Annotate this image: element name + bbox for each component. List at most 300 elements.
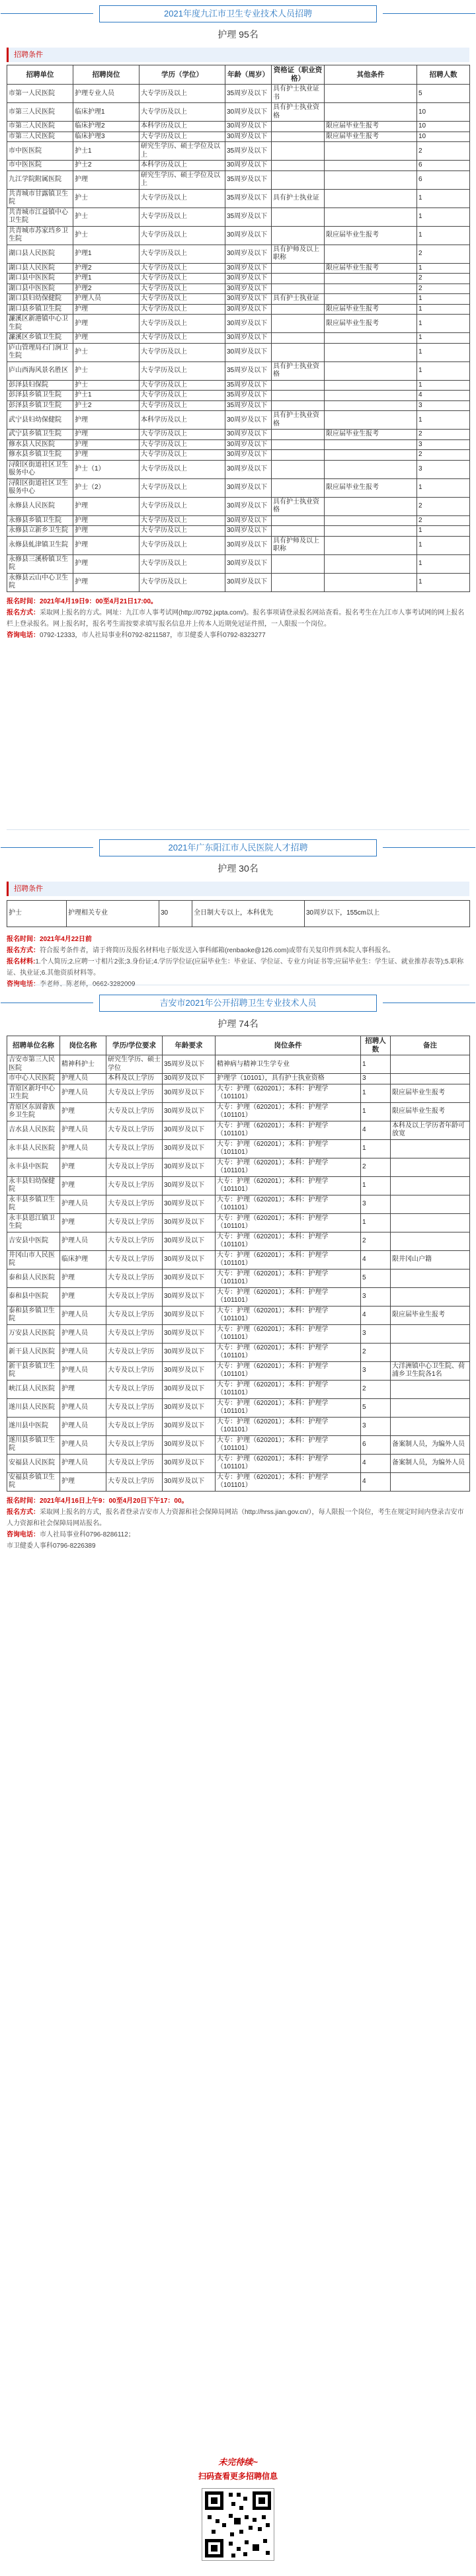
cell: 湖口县人民医院 xyxy=(7,245,73,263)
cell: 永丰县人民医院 xyxy=(7,1139,60,1158)
cell: 35周岁及以下 xyxy=(225,170,272,189)
cell: 大专学历及以上 xyxy=(139,391,225,401)
cell: 浔阳区街道社区卫生服务中心 xyxy=(7,478,73,497)
cell: 大专及以上学历 xyxy=(106,1361,163,1380)
cell: 1 xyxy=(417,315,470,333)
cell: 吉安县中医院 xyxy=(7,1232,60,1250)
cell xyxy=(391,1074,470,1084)
cell: 护理 xyxy=(73,536,139,554)
cell: 大专：护理（620201）；本科：护理学（101101） xyxy=(216,1139,361,1158)
cell xyxy=(391,1324,470,1343)
cell xyxy=(325,170,417,189)
cell xyxy=(325,554,417,573)
table-header xyxy=(7,1036,470,1055)
cell xyxy=(272,515,325,526)
table-row xyxy=(7,1084,470,1102)
column-header: 招聘岗位 xyxy=(73,65,139,85)
cell: 庐山西海风景名胜区 xyxy=(7,361,73,380)
table-header xyxy=(7,65,470,85)
cell: 大专及以上学历 xyxy=(106,1084,163,1102)
section-banner: 2021年度九江市卫生专业技术人员招聘 xyxy=(99,5,377,22)
cell: 护理人员 xyxy=(60,1398,106,1417)
table-row xyxy=(7,450,470,461)
cell: 大专及以上学历 xyxy=(106,1454,163,1472)
cell: 护理1 xyxy=(73,245,139,263)
cell xyxy=(272,304,325,315)
cell: 护理相关专业 xyxy=(67,901,159,927)
cell xyxy=(325,361,417,380)
cell: 濂溪区新港镇中心卫生院 xyxy=(7,315,73,333)
cell: 青原区新圩中心卫生院 xyxy=(7,1084,60,1102)
cell: 永修县乡镇卫生院 xyxy=(7,515,73,526)
cell xyxy=(272,380,325,391)
cell: 30周岁及以下 xyxy=(225,161,272,171)
cell xyxy=(325,515,417,526)
cell: 市中医医院 xyxy=(7,161,73,171)
cell: 30周岁及以下 xyxy=(225,304,272,315)
cell xyxy=(325,208,417,226)
cell: 大专及以上学历 xyxy=(106,1398,163,1417)
cell: 具有护士执业证 xyxy=(272,294,325,305)
table-row xyxy=(7,1287,470,1306)
cell xyxy=(391,1195,470,1213)
note-key: 报名时间： xyxy=(7,597,40,605)
cell xyxy=(325,85,417,103)
cell: 共青城市甘露镇卫生院 xyxy=(7,189,73,208)
cell: 大专：护理（620201）；本科：护理学（101101） xyxy=(216,1158,361,1176)
cell: 大专：护理（620201）；本科：护理学（101101） xyxy=(216,1435,361,1454)
cell xyxy=(391,1158,470,1176)
cell: 1 xyxy=(417,333,470,344)
cell: 护理 xyxy=(73,430,139,440)
cell xyxy=(272,343,325,361)
cell: 4 xyxy=(361,1250,391,1269)
table-row xyxy=(7,478,470,497)
cell: 彭泽县妇保院 xyxy=(7,380,73,391)
section-count: 护理 95名 xyxy=(218,29,258,40)
cell: 大专学历及以上 xyxy=(139,400,225,411)
cell xyxy=(391,1343,470,1361)
cell xyxy=(391,1398,470,1417)
section-count: 护理 74名 xyxy=(218,1018,258,1029)
note-contact: 0792-12333，市人社局事业科0792-8211587，市卫健委人事科0792-8323277 xyxy=(40,631,266,639)
cell xyxy=(325,400,417,411)
cell: 35周岁及以下 xyxy=(225,85,272,103)
note-key: 咨询电话： xyxy=(7,631,40,639)
cell: 护理 xyxy=(73,573,139,591)
table-row xyxy=(7,526,470,537)
cell xyxy=(325,274,417,284)
cell: 永修县人民医院 xyxy=(7,497,73,515)
cell: 永修县云山中心卫生院 xyxy=(7,573,73,591)
cell: 修水县乡镇卫生院 xyxy=(7,450,73,461)
cell xyxy=(325,497,417,515)
cell xyxy=(325,161,417,171)
table-row xyxy=(7,1361,470,1380)
cell: 1 xyxy=(417,411,470,430)
table-row xyxy=(7,1195,470,1213)
cell: 4 xyxy=(361,1306,391,1324)
cell: 研究生学历、硕士学位及以上 xyxy=(139,170,225,189)
cell xyxy=(325,411,417,430)
cell xyxy=(325,142,417,161)
cell: 30周岁及以下 xyxy=(163,1232,216,1250)
cell: 30周岁及以下 xyxy=(225,439,272,450)
cell: 限应届毕业生报考 xyxy=(391,1084,470,1102)
cell: 大专及以上学历 xyxy=(106,1213,163,1232)
cell: 30周岁及以下 xyxy=(225,573,272,591)
cell: 大专：护理（620201）；本科：护理学（101101） xyxy=(216,1472,361,1491)
cell: 30周岁及以下 xyxy=(163,1139,216,1158)
cell: 安福县人民医院 xyxy=(7,1454,60,1472)
cell xyxy=(272,526,325,537)
cell: 1 xyxy=(417,380,470,391)
cell: 2 xyxy=(361,1343,391,1361)
section-yangjiang xyxy=(0,839,476,990)
cell: 遂川县人民医院 xyxy=(7,1398,60,1417)
note-key: 报名时间： xyxy=(7,1497,40,1505)
note-key: 报名方式： xyxy=(7,1508,40,1516)
cell: 护理人员 xyxy=(60,1435,106,1454)
cell: 精神病与精神卫生学专业 xyxy=(216,1055,361,1074)
cell: 大专学历及以上 xyxy=(139,132,225,142)
cell: 2 xyxy=(417,450,470,461)
cell: 护士 xyxy=(73,380,139,391)
cell: 本科学历及以上 xyxy=(139,411,225,430)
cell: 30周岁及以下 xyxy=(163,1472,216,1491)
cell: 3 xyxy=(361,1195,391,1213)
cell: 护士1 xyxy=(73,391,139,401)
cell: 护理人员 xyxy=(60,1121,106,1139)
cell: 大专：护理（620201）；本科：护理学（101101） xyxy=(216,1343,361,1361)
cell: 1 xyxy=(417,536,470,554)
table-row xyxy=(7,573,470,591)
cell: 1 xyxy=(417,573,470,591)
column-header: 招聘人数 xyxy=(417,65,470,85)
table-row xyxy=(7,515,470,526)
table-row xyxy=(7,189,470,208)
cell xyxy=(272,439,325,450)
cell: 1 xyxy=(417,478,470,497)
table-row xyxy=(7,1121,470,1139)
cell: 护理 xyxy=(60,1287,106,1306)
cell xyxy=(272,170,325,189)
cell: 30周岁及以下 xyxy=(225,343,272,361)
cell: 1 xyxy=(417,226,470,245)
table-row xyxy=(7,1139,470,1158)
cell: 庐山管理局石门涧卫生院 xyxy=(7,343,73,361)
cell: 大专及以上学历 xyxy=(106,1195,163,1213)
cell xyxy=(391,1139,470,1158)
table-row xyxy=(7,1435,470,1454)
cell: 35周岁及以下 xyxy=(225,189,272,208)
cell: 30 xyxy=(159,901,192,927)
cell xyxy=(272,400,325,411)
column-header: 学历/学位要求 xyxy=(106,1036,163,1055)
cell: 大专：护理（620201）；本科：护理学（101101） xyxy=(216,1102,361,1121)
cell xyxy=(272,450,325,461)
cell: 具有护士执业证 xyxy=(272,189,325,208)
table-row xyxy=(7,411,470,430)
cell: 3 xyxy=(361,1417,391,1435)
cell: 大专学历及以上 xyxy=(139,226,225,245)
cell: 35周岁及以下 xyxy=(225,208,272,226)
cell: 护士 xyxy=(73,208,139,226)
cell: 大专：护理（620201）；本科：护理学（101101） xyxy=(216,1306,361,1324)
table-row xyxy=(7,132,470,142)
cell: 2 xyxy=(361,1158,391,1176)
qr-code-icon[interactable] xyxy=(202,2488,274,2561)
cell: 30周岁及以下 xyxy=(163,1074,216,1084)
cell: 大专学历及以上 xyxy=(139,315,225,333)
cell xyxy=(272,274,325,284)
cell: 35周岁及以下 xyxy=(225,391,272,401)
cell: 护理人员 xyxy=(60,1232,106,1250)
cell: 临床护理1 xyxy=(73,103,139,122)
cell: 30周岁及以下 xyxy=(225,226,272,245)
cell: 大专学历及以上 xyxy=(139,439,225,450)
cell: 30周岁及以下 xyxy=(225,526,272,537)
cell: 30周岁及以下 xyxy=(225,294,272,305)
note-key: 报名方式： xyxy=(7,609,40,617)
cell: 大专学历及以上 xyxy=(139,526,225,537)
cell: 30周岁及以下 xyxy=(225,103,272,122)
cell: 限应届毕业生报考 xyxy=(325,478,417,497)
cell: 市第三人民医院 xyxy=(7,122,73,132)
cell: 2 xyxy=(417,245,470,263)
cell: 彭泽县乡镇卫生院 xyxy=(7,391,73,401)
cell: 大专学历及以上 xyxy=(139,208,225,226)
cell: 大专：护理（620201）；本科：护理学（101101） xyxy=(216,1269,361,1287)
cell: 遂川县中医院 xyxy=(7,1417,60,1435)
cell: 35周岁及以下 xyxy=(225,142,272,161)
cell: 大专：护理（620201）；本科：护理学（101101） xyxy=(216,1361,361,1380)
table-row xyxy=(7,901,470,927)
cell: 研究生学历、硕士学位 xyxy=(106,1055,163,1074)
cell: 具有护士执业资格 xyxy=(272,361,325,380)
cell: 30周岁及以下 xyxy=(225,554,272,573)
cell: 护理人员 xyxy=(60,1454,106,1472)
table-row xyxy=(7,343,470,361)
cell: 护士2 xyxy=(73,400,139,411)
cell: 大专及以上学历 xyxy=(106,1139,163,1158)
cell: 1 xyxy=(361,1213,391,1232)
cell: 1 xyxy=(361,1055,391,1074)
section-label: 招聘条件 xyxy=(7,48,469,62)
cell: 本科学历及以上 xyxy=(139,161,225,171)
cell: 大专学历及以上 xyxy=(139,333,225,344)
table-row xyxy=(7,536,470,554)
cell: 临床护理2 xyxy=(73,122,139,132)
cell: 峡江县人民医院 xyxy=(7,1380,60,1398)
cell: 限应届毕业生报考 xyxy=(325,226,417,245)
cell: 大专及以上学历 xyxy=(106,1417,163,1435)
cell: 护理 xyxy=(60,1472,106,1491)
cell: 30周岁及以下 xyxy=(163,1324,216,1343)
footer-title: 未完待续~ xyxy=(218,2457,258,2467)
cell: 5 xyxy=(361,1398,391,1417)
cell: 具有护士执业资格 xyxy=(272,497,325,515)
cell: 1 xyxy=(417,263,470,274)
cell: 护理 xyxy=(60,1176,106,1195)
cell: 30周岁及以下 xyxy=(163,1102,216,1121)
section-jiujiang xyxy=(0,5,476,641)
cell: 万安县人民医院 xyxy=(7,1324,60,1343)
table-row xyxy=(7,1417,470,1435)
cell: 具有护师及以上职称 xyxy=(272,245,325,263)
cell: 5 xyxy=(361,1269,391,1287)
table-row xyxy=(7,315,470,333)
cell: 护理1 xyxy=(73,274,139,284)
cell: 1 xyxy=(361,1084,391,1102)
cell: 新干县乡镇卫生院 xyxy=(7,1361,60,1380)
cell: 35周岁及以下 xyxy=(163,1055,216,1074)
cell: 全日制大专以上，本科优先 xyxy=(192,901,305,927)
table-row xyxy=(7,1102,470,1121)
cell: 大专及以上学历 xyxy=(106,1380,163,1398)
cell xyxy=(325,460,417,478)
cell: 限应届毕业生报考 xyxy=(325,315,417,333)
cell: 6 xyxy=(361,1435,391,1454)
cell: 3 xyxy=(417,439,470,450)
cell: 永丰县乡镇卫生院 xyxy=(7,1195,60,1213)
footer xyxy=(0,2455,476,2561)
cell: 大专学历及以上 xyxy=(139,554,225,573)
cell: 护理 xyxy=(73,497,139,515)
cell: 安福县乡镇卫生院 xyxy=(7,1472,60,1491)
cell: 大专及以上学历 xyxy=(106,1324,163,1343)
cell: 限井冈山户籍 xyxy=(391,1250,470,1269)
note-key: 报名方式： xyxy=(7,947,40,954)
cell: 30周岁及以下 xyxy=(225,411,272,430)
cell: 1 xyxy=(417,554,470,573)
cell: 大专：护理（620201）；本科：护理学（101101） xyxy=(216,1250,361,1269)
cell: 2 xyxy=(417,497,470,515)
cell xyxy=(325,333,417,344)
cell: 10 xyxy=(417,122,470,132)
cell: 湖口县乡镇卫生院 xyxy=(7,304,73,315)
cell: 备案制人员，为编外人员 xyxy=(391,1435,470,1454)
cell: 2 xyxy=(417,274,470,284)
cell: 3 xyxy=(361,1287,391,1306)
cell: 护理 xyxy=(73,450,139,461)
cell: 大专学历及以上 xyxy=(139,85,225,103)
cell: 护理 xyxy=(73,333,139,344)
cell: 大专学历及以上 xyxy=(139,304,225,315)
table-row xyxy=(7,103,470,122)
table-row xyxy=(7,170,470,189)
cell xyxy=(272,430,325,440)
cell: 护理人员 xyxy=(60,1195,106,1213)
cell: 3 xyxy=(361,1361,391,1380)
cell: 大专学历及以上 xyxy=(139,450,225,461)
cell: 30周岁及以下 xyxy=(163,1398,216,1417)
cell: 护理学（10101），具有护士执业资格 xyxy=(216,1074,361,1084)
cell: 大专及以上学历 xyxy=(106,1121,163,1139)
cell: 30周岁及以下 xyxy=(163,1306,216,1324)
table-row xyxy=(7,391,470,401)
table-row xyxy=(7,142,470,161)
cell xyxy=(325,189,417,208)
cell: 30周岁及以下 xyxy=(225,478,272,497)
jian-notes xyxy=(7,1496,469,1552)
cell: 大专：护理（620201）；本科：护理学（101101） xyxy=(216,1324,361,1343)
cell: 井冈山市人民医院 xyxy=(7,1250,60,1269)
cell: 大专学历及以上 xyxy=(139,430,225,440)
cell: 4 xyxy=(361,1472,391,1491)
cell: 大专学历及以上 xyxy=(139,536,225,554)
cell xyxy=(272,161,325,171)
table-row xyxy=(7,1343,470,1361)
cell: 5 xyxy=(417,85,470,103)
table-row xyxy=(7,1380,470,1398)
cell: 大专：护理（620201）；本科：护理学（101101） xyxy=(216,1417,361,1435)
cell: 30周岁及以下 xyxy=(225,284,272,294)
cell xyxy=(391,1176,470,1195)
cell: 护士（1） xyxy=(73,460,139,478)
cell xyxy=(272,573,325,591)
cell: 护理 xyxy=(73,170,139,189)
section-label: 招聘条件 xyxy=(7,882,469,896)
cell: 2 xyxy=(361,1380,391,1398)
cell xyxy=(272,478,325,497)
cell: 30周岁及以下 xyxy=(163,1213,216,1232)
cell xyxy=(272,333,325,344)
cell: 湖口县人民医院 xyxy=(7,263,73,274)
table-row xyxy=(7,1250,470,1269)
table-row xyxy=(7,1055,470,1074)
cell: 湖口县中医医院 xyxy=(7,274,73,284)
cell: 1 xyxy=(361,1176,391,1195)
cell: 修水县人民医院 xyxy=(7,439,73,450)
cell xyxy=(272,315,325,333)
cell: 大专学历及以上 xyxy=(139,245,225,263)
table-row xyxy=(7,380,470,391)
cell: 大专：护理（620201）；本科：护理学（101101） xyxy=(216,1454,361,1472)
cell: 1 xyxy=(361,1139,391,1158)
cell: 30周岁及以下 xyxy=(163,1176,216,1195)
cell: 35周岁及以下 xyxy=(225,380,272,391)
table-row xyxy=(7,400,470,411)
cell: 30周岁及以下 xyxy=(225,263,272,274)
cell: 30周岁及以下 xyxy=(163,1269,216,1287)
cell: 3 xyxy=(361,1074,391,1084)
cell: 护理人员 xyxy=(60,1084,106,1102)
cell: 护理人员 xyxy=(60,1417,106,1435)
table-row xyxy=(7,1158,470,1176)
cell: 濂溪区乡镇卫生院 xyxy=(7,333,73,344)
cell: 大专及以上学历 xyxy=(106,1176,163,1195)
column-header: 学历（学位） xyxy=(139,65,225,85)
cell xyxy=(325,245,417,263)
cell: 临床护理3 xyxy=(73,132,139,142)
cell: 大专及以上学历 xyxy=(106,1102,163,1121)
cell: 护理2 xyxy=(73,263,139,274)
cell: 10 xyxy=(417,103,470,122)
cell: 4 xyxy=(361,1454,391,1472)
note-contact: 市卫健委人事科0796-8226389 xyxy=(7,1542,96,1550)
cell: 大专学历及以上 xyxy=(139,361,225,380)
cell: 30周岁及以下 xyxy=(163,1454,216,1472)
cell: 护理 xyxy=(73,304,139,315)
table-row xyxy=(7,439,470,450)
cell: 30周岁及以下 xyxy=(163,1435,216,1454)
jiujiang-table xyxy=(7,65,470,592)
cell xyxy=(325,536,417,554)
table-row xyxy=(7,1398,470,1417)
cell: 1 xyxy=(417,343,470,361)
table-row xyxy=(7,333,470,344)
